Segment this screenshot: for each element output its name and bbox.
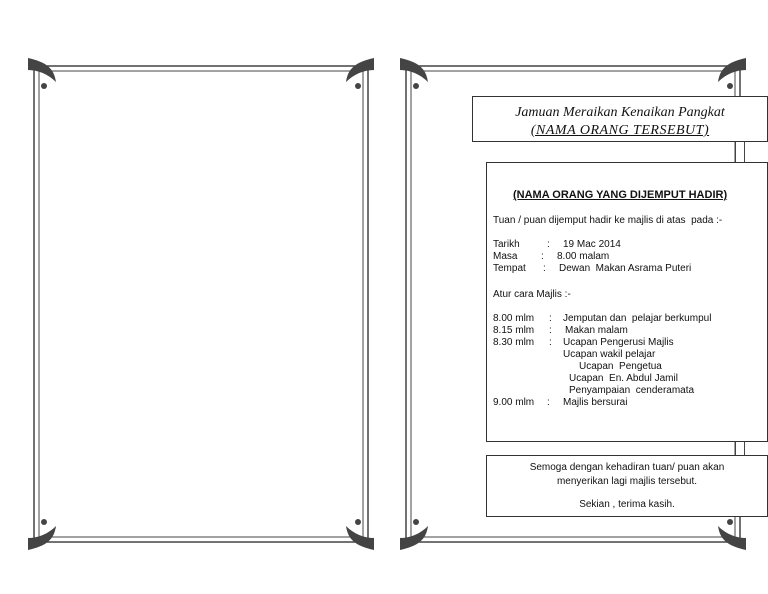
closing-line-1: Semoga dengan kehadiran tuan/ puan akan (529, 462, 725, 473)
left-page-frame (26, 56, 376, 552)
frame-seam (735, 440, 745, 455)
title-box (472, 96, 768, 142)
frame-seam (735, 140, 745, 162)
closing-thanks: Sekian , terima kasih. (579, 499, 675, 510)
event-title: Jamuan Meraikan Kenaikan Pangkat (515, 105, 725, 120)
invitation-box: (NAMA ORANG YANG DIJEMPUT HADIR) Tuan / puan dijemput hadir ke majlis di atas pada :- Tarikh : 19 Mac 2014 Masa : 8.00 malam Tempat : Dewan Makan Asrama Puteri Atur cara Majlis :- 8.00 mlm : Jemputan dan pelajar berkumpul 8.15 mlm : Makan malam 8.30 mlm : Ucapan Pengerusi Majlis Ucapan wakil pelajar Ucapan Pengetua Ucapan En. Abdul Jamil Penyampaian cenderamata 9.00 mlm : Majlis bersurai (486, 162, 768, 442)
closing-box (486, 455, 768, 517)
honoree-name: (NAMA ORANG TERSEBUT) (530, 123, 710, 138)
left-frame-border (26, 56, 376, 552)
invitation-intro: Tuan / puan dijemput hadir ke majlis di atas pada :- (493, 215, 723, 226)
closing-line-2: menyerikan lagi majlis tersebut. (556, 476, 698, 487)
flourish-corner-icon (28, 58, 374, 550)
invitee-heading: (NAMA ORANG YANG DIJEMPUT HADIR) (513, 189, 728, 201)
agenda-title: Atur cara Majlis :- (493, 289, 571, 300)
